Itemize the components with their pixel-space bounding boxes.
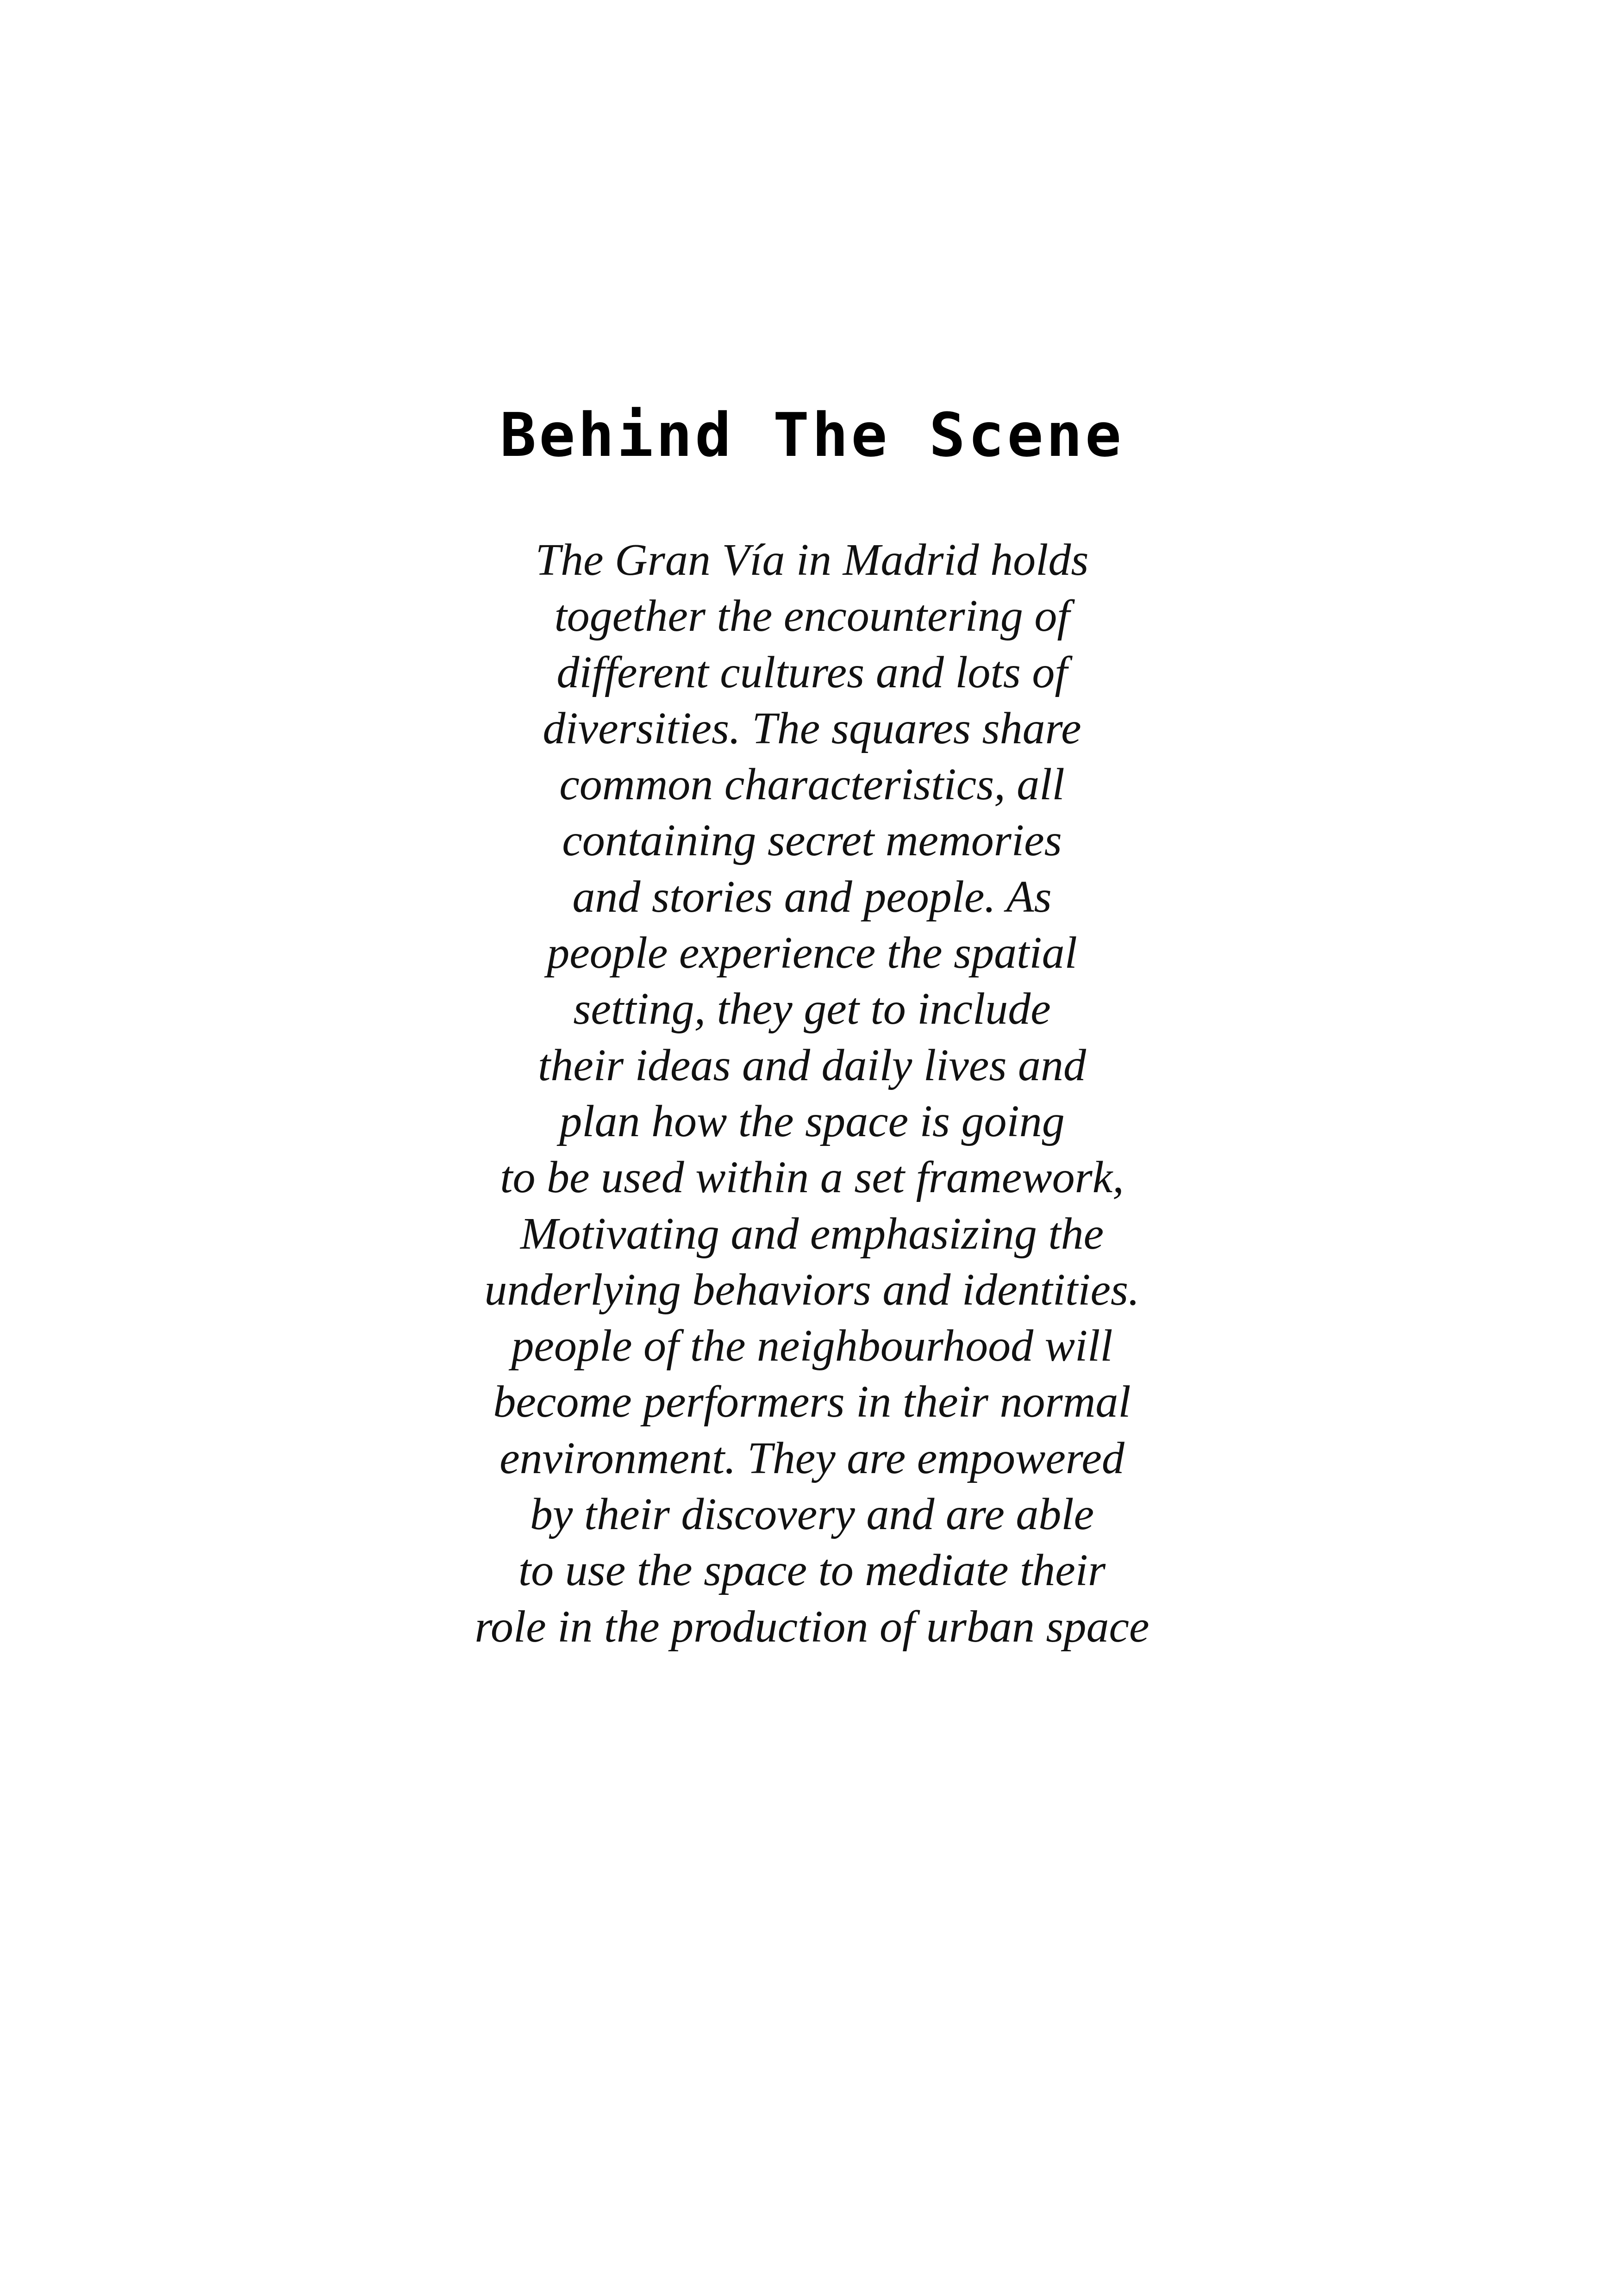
text-line: together the encountering of [554,591,1070,641]
text-line: underlying behaviors and identities. [484,1264,1140,1315]
text-line: diversities. The squares share [543,703,1081,753]
text-line: common characteristics, all [559,759,1065,810]
text-line: plan how the space is going [559,1096,1065,1146]
text-line: to be used within a set framework, [500,1152,1124,1203]
body-paragraph [0,532,1624,1655]
text-line: people experience the spatial [547,928,1077,978]
text-line: setting, they get to include [573,984,1051,1034]
text-line: to use the space to mediate their [518,1545,1106,1596]
text-line: become performers in their normal [493,1377,1131,1427]
text-line: and stories and people. As [572,871,1052,922]
text-line: environment. They are empowered [500,1433,1124,1483]
text-line: Motivating and emphasizing the [520,1208,1104,1259]
text-line: role in the production of urban space [475,1601,1149,1652]
text-line: containing secret memories [562,815,1062,866]
text-line: by their discovery and are able [530,1489,1094,1540]
text-line: The Gran Vía in Madrid holds [535,535,1089,585]
text-line: people of the neighbourhood will [511,1321,1113,1371]
text-line: their ideas and daily lives and [538,1040,1086,1090]
text-line: different cultures and lots of [556,647,1068,697]
page-title: Behind The Scene [500,400,1124,470]
